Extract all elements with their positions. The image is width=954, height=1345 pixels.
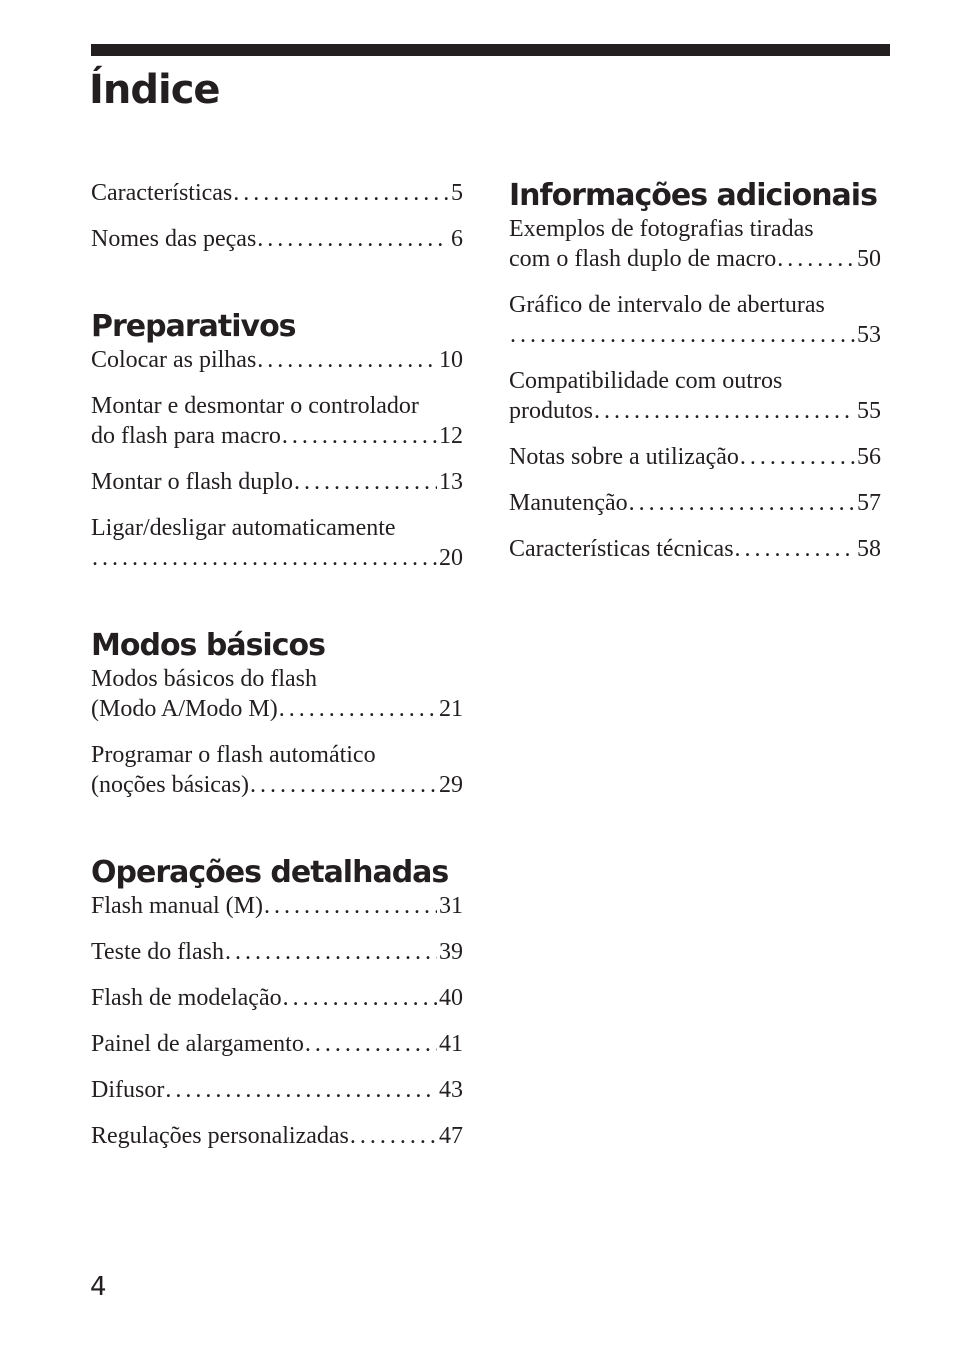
toc-entry[interactable] <box>91 740 463 800</box>
dot-leader <box>257 345 437 375</box>
toc-entry-title: Manutenção <box>509 490 628 516</box>
toc-entry[interactable] <box>509 534 881 564</box>
toc-group-informacoes <box>509 214 881 564</box>
dot-leader <box>264 891 437 921</box>
toc-entry-title: Painel de alargamento <box>91 1031 304 1057</box>
toc-entry[interactable] <box>509 488 881 518</box>
dot-leader <box>250 770 437 800</box>
top-rule <box>91 44 890 56</box>
dot-leader <box>282 421 437 451</box>
toc-group-intro <box>91 178 463 254</box>
toc-group-operacoes <box>91 891 463 1151</box>
toc-entry-title-line: Ligar/desligar automaticamente <box>91 515 396 541</box>
toc-entry-page-number: 5 <box>451 180 463 206</box>
dot-leader <box>283 983 437 1013</box>
toc-entry-page-number: 39 <box>439 939 463 965</box>
toc-entry-page-number: 41 <box>439 1031 463 1057</box>
dot-leader <box>92 543 437 573</box>
toc-entry-leader-line <box>91 224 463 254</box>
toc-entry-title: Montar o flash duplo <box>91 469 293 495</box>
toc-entry-page-number: 40 <box>439 985 463 1011</box>
toc-entry[interactable] <box>509 214 881 274</box>
toc-entry-title: Difusor <box>91 1077 165 1103</box>
left-column <box>91 178 463 1167</box>
section-heading-informacoes: Informações adicionais <box>509 178 877 213</box>
toc-entry-title: com o flash duplo de macro <box>509 246 777 272</box>
dot-leader <box>294 467 437 497</box>
toc-entry-page-number: 53 <box>857 322 881 348</box>
toc-entry-leader-line <box>91 467 463 497</box>
toc-entry-leader-line <box>91 937 463 967</box>
toc-entry-title: Flash manual (M) <box>91 893 263 919</box>
toc-entry-page-number: 58 <box>857 536 881 562</box>
toc-group-preparativos <box>91 345 463 573</box>
toc-entry-page-number: 10 <box>439 347 463 373</box>
toc-entry-page-number: 56 <box>857 444 881 470</box>
toc-entry[interactable] <box>91 391 463 451</box>
toc-entry-title: (Modo A/Modo M) <box>91 696 278 722</box>
toc-entry[interactable] <box>91 467 463 497</box>
toc-entry-title: produtos <box>509 398 593 424</box>
toc-entry-title: Colocar as pilhas <box>91 347 257 373</box>
toc-entry-leader-line <box>509 442 881 472</box>
toc-entry-title-line: Modos básicos do flash <box>91 666 317 692</box>
toc-entry[interactable] <box>509 442 881 472</box>
toc-entry-page-number: 12 <box>439 423 463 449</box>
dot-leader <box>279 694 437 724</box>
dot-leader <box>233 178 449 208</box>
toc-entry[interactable] <box>91 937 463 967</box>
toc-entry-title: Regulações personalizadas <box>91 1123 349 1149</box>
dot-leader <box>740 442 855 472</box>
toc-entry-title-line: Programar o flash automático <box>91 742 376 768</box>
toc-entry[interactable] <box>91 664 463 724</box>
toc-group-modos-basicos <box>91 664 463 800</box>
toc-entry[interactable] <box>91 983 463 1013</box>
dot-leader <box>165 1075 437 1105</box>
toc-entry-page-number: 50 <box>857 246 881 272</box>
toc-entry[interactable] <box>91 1121 463 1151</box>
toc-entry-leader-line <box>91 1029 463 1059</box>
page-title: Índice <box>89 67 220 113</box>
dot-leader <box>225 937 437 967</box>
toc-entry-leader-line <box>91 891 463 921</box>
toc-entry-page-number: 43 <box>439 1077 463 1103</box>
dot-leader <box>735 534 855 564</box>
section-heading-operacoes: Operações detalhadas <box>91 855 449 890</box>
right-column <box>509 178 881 580</box>
dot-leader <box>305 1029 437 1059</box>
toc-entry-title: (noções básicas) <box>91 772 249 798</box>
toc-entry-title: do flash para macro <box>91 423 281 449</box>
toc-entry-page-number: 31 <box>439 893 463 919</box>
toc-entry-title: Notas sobre a utilização <box>509 444 739 470</box>
toc-entry-leader-line <box>91 543 463 573</box>
toc-entry[interactable] <box>91 178 463 208</box>
toc-entry-leader-line <box>91 178 463 208</box>
dot-leader <box>350 1121 437 1151</box>
toc-entry-page-number: 29 <box>439 772 463 798</box>
toc-entry-title-line: Compatibilidade com outros <box>509 368 783 394</box>
toc-entry-title: Nomes das peças <box>91 226 257 252</box>
toc-entry[interactable] <box>509 290 881 350</box>
toc-entry[interactable] <box>91 891 463 921</box>
toc-entry-leader-line <box>509 244 881 274</box>
toc-entry-title: Flash de modelação <box>91 985 282 1011</box>
toc-entry[interactable] <box>91 224 463 254</box>
dot-leader <box>629 488 855 518</box>
toc-entry-leader-line <box>509 534 881 564</box>
toc-entry[interactable] <box>91 1075 463 1105</box>
dot-leader <box>777 244 855 274</box>
toc-entry-leader-line <box>91 770 463 800</box>
toc-entry[interactable] <box>91 1029 463 1059</box>
toc-entry-page-number: 21 <box>439 696 463 722</box>
toc-entry-leader-line <box>509 396 881 426</box>
toc-entry-page-number: 55 <box>857 398 881 424</box>
toc-entry-title-line: Exemplos de fotografias tiradas <box>509 216 814 242</box>
section-heading-preparativos: Preparativos <box>91 309 296 344</box>
toc-entry-page-number: 13 <box>439 469 463 495</box>
toc-entry-leader-line <box>509 320 881 350</box>
toc-entry[interactable] <box>91 513 463 573</box>
toc-entry-title-line: Montar e desmontar o controlador <box>91 393 419 419</box>
toc-entry-title: Características <box>91 180 233 206</box>
toc-entry[interactable] <box>509 366 881 426</box>
toc-entry-leader-line <box>91 345 463 375</box>
toc-entry-leader-line <box>91 1075 463 1105</box>
toc-entry[interactable] <box>91 345 463 375</box>
toc-entry-leader-line <box>91 694 463 724</box>
toc-entry-leader-line <box>91 421 463 451</box>
toc-entry-title-line: Gráfico de intervalo de aberturas <box>509 292 825 318</box>
page-number: 4 <box>90 1272 107 1302</box>
toc-entry-title: Características técnicas <box>509 536 734 562</box>
toc-entry-leader-line <box>91 983 463 1013</box>
toc-entry-leader-line <box>509 488 881 518</box>
toc-entry-page-number: 6 <box>451 226 463 252</box>
section-heading-modos-basicos: Modos básicos <box>91 628 325 663</box>
dot-leader <box>257 224 449 254</box>
toc-entry-title: Teste do flash <box>91 939 224 965</box>
toc-entry-page-number: 47 <box>439 1123 463 1149</box>
toc-entry-leader-line <box>91 1121 463 1151</box>
toc-entry-page-number: 20 <box>439 545 463 571</box>
dot-leader <box>594 396 855 426</box>
dot-leader <box>510 320 855 350</box>
toc-entry-page-number: 57 <box>857 490 881 516</box>
